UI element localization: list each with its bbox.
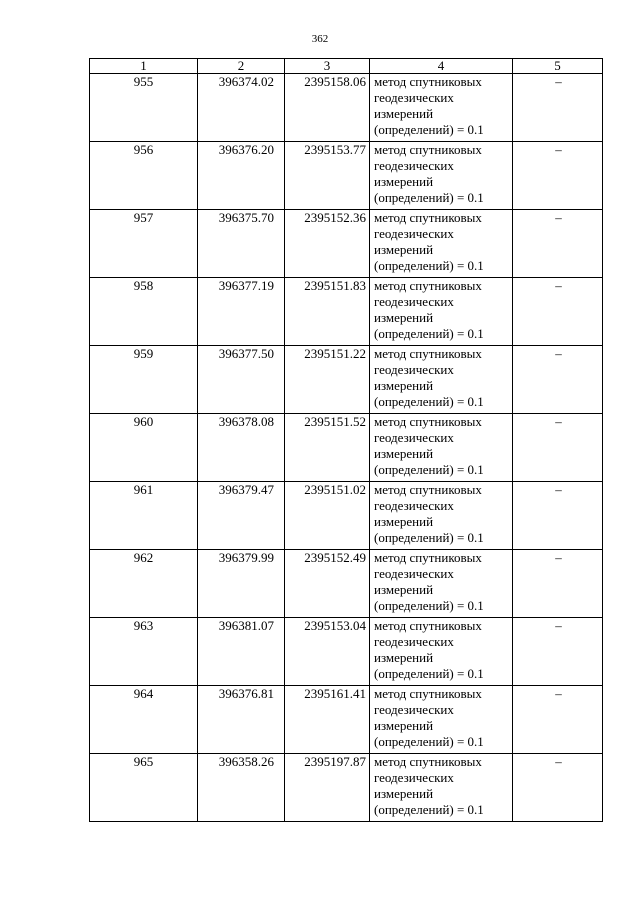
header-cell-5: 5: [513, 59, 603, 74]
method-line: измерений: [374, 242, 434, 257]
method-cell: [370, 346, 513, 414]
page-number: 362: [311, 33, 329, 45]
y-coordinate-cell: 2395152.49: [285, 550, 370, 618]
point-number-cell: 960: [90, 414, 198, 482]
method-line: геодезических: [374, 634, 454, 649]
y-coordinate-cell: 2395161.41: [285, 686, 370, 754]
method-line: (определений) = 0.1: [374, 258, 484, 273]
column-5-cell: [513, 414, 603, 482]
dash-value: –: [555, 482, 562, 497]
method-line: метод спутниковых: [374, 346, 482, 361]
column-5-cell: [513, 550, 603, 618]
method-cell: [370, 210, 513, 278]
method-line: измерений: [374, 174, 434, 189]
x-coordinate-cell: 396377.50: [198, 346, 285, 414]
method-line: (определений) = 0.1: [374, 734, 484, 749]
method-line: метод спутниковых: [374, 414, 482, 429]
column-5-cell: [513, 142, 603, 210]
method-line: геодезических: [374, 498, 454, 513]
y-coordinate-cell: 2395151.02: [285, 482, 370, 550]
dash-value: –: [555, 414, 562, 429]
point-number-cell: 959: [90, 346, 198, 414]
method-line: (определений) = 0.1: [374, 598, 484, 613]
method-line: геодезических: [374, 770, 454, 785]
x-coordinate-cell: 396376.81: [198, 686, 285, 754]
coordinates-table: [89, 58, 603, 822]
table-row: [90, 482, 603, 550]
point-number-cell: 964: [90, 686, 198, 754]
dash-value: –: [555, 142, 562, 157]
method-line: (определений) = 0.1: [374, 394, 484, 409]
table-row: [90, 278, 603, 346]
column-5-cell: [513, 754, 603, 822]
point-number-cell: 965: [90, 754, 198, 822]
method-cell: [370, 278, 513, 346]
header-cell-3: 3: [285, 59, 370, 74]
column-5-cell: [513, 482, 603, 550]
method-line: геодезических: [374, 566, 454, 581]
method-line: измерений: [374, 718, 434, 733]
x-coordinate-cell: 396376.20: [198, 142, 285, 210]
table-row: [90, 754, 603, 822]
method-line: геодезических: [374, 430, 454, 445]
header-cell-4: 4: [370, 59, 513, 74]
x-coordinate-cell: 396379.47: [198, 482, 285, 550]
method-line: (определений) = 0.1: [374, 122, 484, 137]
method-line: (определений) = 0.1: [374, 326, 484, 341]
header-cell-2: 2: [198, 59, 285, 74]
method-line: геодезических: [374, 702, 454, 717]
dash-value: –: [555, 74, 562, 89]
column-5-cell: [513, 278, 603, 346]
point-number-cell: 958: [90, 278, 198, 346]
method-line: метод спутниковых: [374, 482, 482, 497]
x-coordinate-cell: 396378.08: [198, 414, 285, 482]
column-5-cell: [513, 686, 603, 754]
method-cell: [370, 142, 513, 210]
method-cell: [370, 550, 513, 618]
y-coordinate-cell: 2395153.04: [285, 618, 370, 686]
point-number-cell: 955: [90, 74, 198, 142]
method-line: (определений) = 0.1: [374, 462, 484, 477]
column-5-cell: [513, 346, 603, 414]
method-line: геодезических: [374, 158, 454, 173]
method-cell: [370, 414, 513, 482]
method-line: (определений) = 0.1: [374, 530, 484, 545]
y-coordinate-cell: 2395158.06: [285, 74, 370, 142]
method-cell: [370, 686, 513, 754]
method-line: измерений: [374, 786, 434, 801]
method-line: метод спутниковых: [374, 74, 482, 89]
method-line: измерений: [374, 106, 434, 121]
method-line: метод спутниковых: [374, 550, 482, 565]
method-line: геодезических: [374, 294, 454, 309]
point-number-cell: 963: [90, 618, 198, 686]
method-line: метод спутниковых: [374, 754, 482, 769]
method-line: геодезических: [374, 90, 454, 105]
dash-value: –: [555, 550, 562, 565]
y-coordinate-cell: 2395151.22: [285, 346, 370, 414]
y-coordinate-cell: 2395152.36: [285, 210, 370, 278]
method-line: (определений) = 0.1: [374, 666, 484, 681]
table-row: [90, 210, 603, 278]
column-5-cell: [513, 210, 603, 278]
header-cell-1: 1: [90, 59, 198, 74]
method-line: метод спутниковых: [374, 686, 482, 701]
dash-value: –: [555, 686, 562, 701]
method-line: (определений) = 0.1: [374, 190, 484, 205]
table-row: [90, 414, 603, 482]
table-row: [90, 346, 603, 414]
point-number-cell: 962: [90, 550, 198, 618]
x-coordinate-cell: 396379.99: [198, 550, 285, 618]
method-line: метод спутниковых: [374, 210, 482, 225]
y-coordinate-cell: 2395151.52: [285, 414, 370, 482]
dash-value: –: [555, 618, 562, 633]
method-line: метод спутниковых: [374, 142, 482, 157]
table-row: [90, 618, 603, 686]
x-coordinate-cell: 396374.02: [198, 74, 285, 142]
method-cell: [370, 74, 513, 142]
x-coordinate-cell: 396375.70: [198, 210, 285, 278]
table-row: [90, 550, 603, 618]
method-line: измерений: [374, 582, 434, 597]
method-line: геодезических: [374, 226, 454, 241]
method-cell: [370, 754, 513, 822]
table-header-row: [90, 59, 603, 74]
dash-value: –: [555, 278, 562, 293]
point-number-cell: 956: [90, 142, 198, 210]
method-line: метод спутниковых: [374, 618, 482, 633]
column-5-cell: [513, 74, 603, 142]
method-line: измерений: [374, 446, 434, 461]
x-coordinate-cell: 396381.07: [198, 618, 285, 686]
y-coordinate-cell: 2395151.83: [285, 278, 370, 346]
x-coordinate-cell: 396358.26: [198, 754, 285, 822]
method-line: измерений: [374, 378, 434, 393]
dash-value: –: [555, 346, 562, 361]
point-number-cell: 961: [90, 482, 198, 550]
method-line: (определений) = 0.1: [374, 802, 484, 817]
column-5-cell: [513, 618, 603, 686]
method-line: измерений: [374, 514, 434, 529]
table-row: [90, 686, 603, 754]
table-row: [90, 74, 603, 142]
dash-value: –: [555, 754, 562, 769]
table-row: [90, 142, 603, 210]
method-line: геодезических: [374, 362, 454, 377]
method-line: измерений: [374, 310, 434, 325]
dash-value: –: [555, 210, 562, 225]
table-body: [90, 59, 603, 822]
y-coordinate-cell: 2395153.77: [285, 142, 370, 210]
method-cell: [370, 618, 513, 686]
method-line: измерений: [374, 650, 434, 665]
method-cell: [370, 482, 513, 550]
point-number-cell: 957: [90, 210, 198, 278]
method-line: метод спутниковых: [374, 278, 482, 293]
y-coordinate-cell: 2395197.87: [285, 754, 370, 822]
x-coordinate-cell: 396377.19: [198, 278, 285, 346]
